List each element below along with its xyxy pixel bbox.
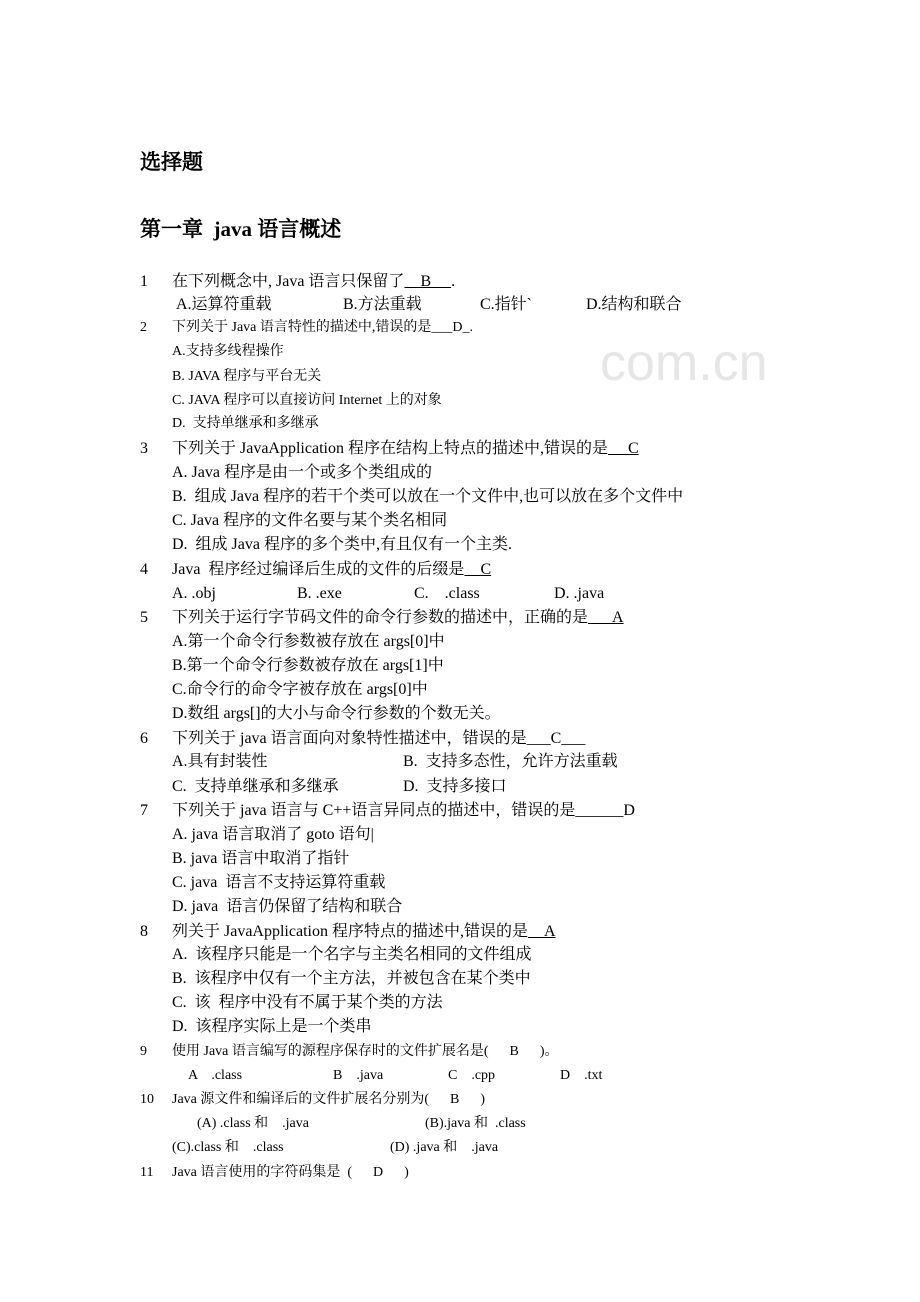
option: (B).java 和 .class — [425, 1116, 526, 1131]
question-number: 10 — [140, 1092, 154, 1107]
option: C. JAVA 程序可以直接访问 Internet 上的对象 — [172, 393, 442, 408]
option: D. .java — [554, 585, 605, 602]
stem-text: 下列关于 JavaApplication 程序在结构上特点的描述中,错误的是 — [172, 440, 608, 457]
option: B.第一个命令行参数被存放在 args[1]中 — [172, 657, 444, 674]
stem-tail: . — [469, 320, 473, 335]
option: (C).class 和 .class — [172, 1140, 284, 1155]
option: C. 支持单继承和多继承 — [172, 778, 339, 795]
answer-blank: ___C___ — [526, 730, 586, 747]
option: D. 组成 Java 程序的多个类中,有且仅有一个主类. — [172, 536, 512, 553]
stem-text: 列关于 JavaApplication 程序特点的描述中,错误的是 — [172, 923, 528, 940]
option: C.命令行的命令字被存放在 args[0]中 — [172, 681, 428, 698]
option: (A) .class 和 .java — [197, 1116, 309, 1131]
question-stem — [172, 729, 585, 749]
option: D. 支持多接口 — [403, 778, 507, 795]
option: A. java 语言取消了 goto 语句| — [172, 826, 374, 843]
question-stem — [172, 439, 639, 459]
answer-blank: B — [404, 273, 452, 290]
question-number: 11 — [140, 1165, 154, 1180]
watermark: com.cn — [600, 334, 768, 392]
question-stem — [172, 608, 624, 628]
option: D. 该程序实际上是一个类串 — [172, 1018, 372, 1035]
option: B .java — [333, 1068, 384, 1083]
question-number: 2 — [140, 320, 147, 335]
option: C. java 语言不支持运算符重载 — [172, 874, 386, 891]
question-stem — [172, 801, 635, 821]
option: (D) .java 和 .java — [390, 1140, 499, 1155]
option: A. Java 程序是由一个或多个类组成的 — [172, 464, 432, 481]
option: D.数组 args[]的大小与命令行参数的个数无关。 — [172, 705, 501, 722]
option: B. .exe — [297, 585, 342, 602]
option: C .cpp — [448, 1068, 496, 1083]
stem-text: Java 程序经过编译后生成的文件的后缀是 — [172, 561, 465, 578]
question-stem — [172, 272, 455, 292]
option: B. 组成 Java 程序的若干个类可以放在一个文件中,也可以放在多个文件中 — [172, 488, 684, 505]
section-title: 选择题 — [140, 150, 203, 174]
stem-text: 在下列概念中, Java 语言只保留了 — [172, 273, 405, 290]
stem-text: 下列关于运行字节码文件的命令行参数的描述中，正确的是 — [172, 609, 589, 626]
question-stem — [172, 560, 491, 580]
option: A. .obj — [172, 585, 216, 602]
question-stem: Java 语言使用的字符码集是 ( D ) — [172, 1165, 409, 1180]
question-number: 6 — [140, 730, 148, 747]
answer-blank: C — [607, 440, 639, 457]
question-number: 3 — [140, 440, 148, 457]
option: A.第一个命令行参数被存放在 args[0]中 — [172, 633, 445, 650]
option: B. 该程序中仅有一个主方法，并被包含在某个类中 — [172, 970, 531, 987]
option: A.支持多线程操作 — [172, 344, 284, 359]
option: D. 支持单继承和多继承 — [172, 416, 319, 431]
chapter-title: 第一章 java 语言概述 — [140, 217, 342, 241]
question-number: 5 — [140, 609, 148, 626]
option: D. java 语言仍保留了结构和联合 — [172, 898, 403, 915]
answer-blank: A — [527, 923, 556, 940]
stem-text: 下列关于 Java 语言特性的描述中,错误的是 — [172, 320, 432, 335]
question-number: 1 — [140, 273, 148, 290]
option: D.结构和联合 — [586, 296, 682, 313]
question-stem: 使用 Java 语言编写的源程序保存时的文件扩展名是( B )。 — [172, 1044, 559, 1059]
option: C. 该 程序中没有不属于某个类的方法 — [172, 994, 443, 1011]
option: C.指针` — [480, 296, 533, 313]
question-number: 9 — [140, 1044, 147, 1059]
option: B. JAVA 程序与平台无关 — [172, 369, 322, 384]
option: A. 该程序只能是一个名字与主类名相同的文件组成 — [172, 946, 532, 963]
option: B.方法重载 — [343, 296, 422, 313]
answer-blank: ______D — [575, 802, 635, 819]
stem-text: 下列关于 java 语言与 C++语言异同点的描述中，错误的是 — [172, 802, 576, 819]
answer-blank: C — [464, 561, 492, 578]
answer-blank: ___D_ — [431, 320, 470, 335]
question-stem: Java 源文件和编译后的文件扩展名分别为( B ) — [172, 1092, 486, 1107]
option: C. .class — [414, 585, 480, 602]
option: A.运算符重载 — [176, 296, 272, 313]
question-number: 8 — [140, 923, 148, 940]
question-stem — [172, 922, 556, 942]
option: C. Java 程序的文件名要与某个类名相同 — [172, 512, 448, 529]
question-stem — [172, 318, 473, 338]
option: B. java 语言中取消了指针 — [172, 850, 350, 867]
stem-tail: . — [451, 273, 456, 290]
question-number: 4 — [140, 561, 148, 578]
option: B. 支持多态性，允许方法重载 — [403, 753, 618, 770]
question-number: 7 — [140, 802, 148, 819]
option: A.具有封装性 — [172, 753, 268, 770]
option: D .txt — [560, 1068, 603, 1083]
answer-blank: A — [588, 609, 624, 626]
stem-text: 下列关于 java 语言面向对象特性描述中，错误的是 — [172, 730, 527, 747]
option: A .class — [188, 1068, 243, 1083]
